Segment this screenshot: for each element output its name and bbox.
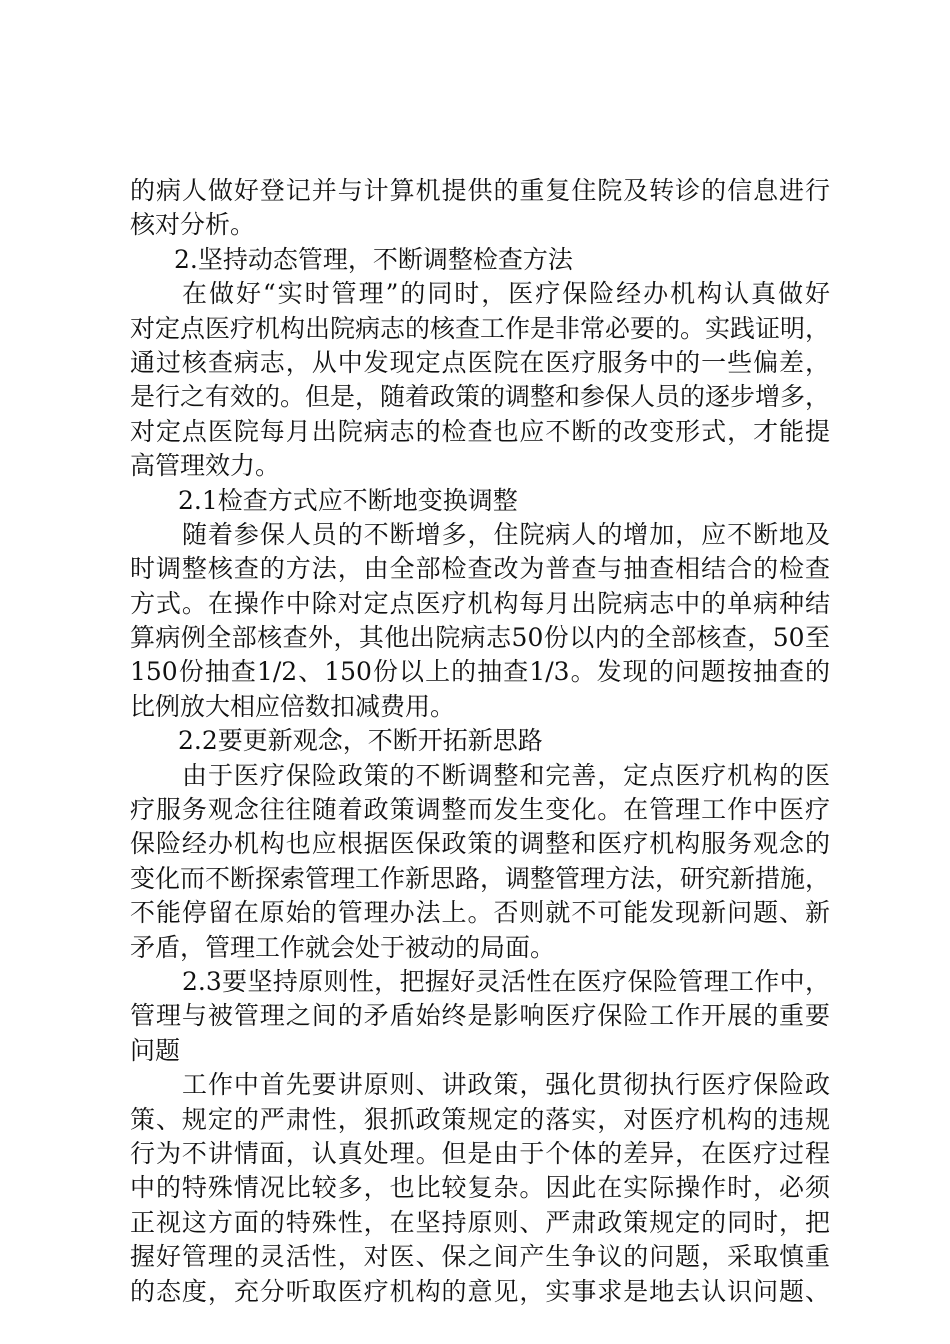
text-line: 握好管理的灵活性，对医、保之间产生争议的问题，采取慎重 — [130, 1242, 830, 1272]
text-line: 方式。在操作中除对定点医疗机构每月出院病志中的单病种结 — [130, 588, 830, 618]
text-line: 管理与被管理之间的矛盾始终是影响医疗保险工作开展的重要 — [130, 1001, 830, 1031]
text-line: 由于医疗保险政策的不断调整和完善，定点医疗机构的医 — [182, 760, 830, 790]
text-line: 比例放大相应倍数扣减费用。 — [130, 691, 456, 721]
text-line: 通过核查病志，从中发现定点医院在医疗服务中的一些偏差， — [130, 347, 830, 377]
text-line: 矛盾，管理工作就会处于被动的局面。 — [130, 932, 556, 962]
text-line: 策、规定的严肃性，狠抓政策规定的落实，对医疗机构的违规 — [130, 1104, 830, 1134]
text-line: 150份抽查1/2、150份以上的抽查1/3。发现的问题按抽查的 — [130, 657, 830, 687]
text-line: 对定点医疗机构出院病志的核查工作是非常必要的。实践证明， — [130, 313, 830, 343]
section-heading: 2.坚持动态管理，不断调整检查方法 — [174, 244, 573, 274]
subsection-heading: 2.2要更新观念，不断开拓新思路 — [178, 726, 543, 756]
text-line: 是行之有效的。但是，随着政策的调整和参保人员的逐步增多， — [130, 382, 830, 412]
text-line: 保险经办机构也应根据医保政策的调整和医疗机构服务观念的 — [130, 829, 830, 859]
text-line: 随着参保人员的不断增多，住院病人的增加，应不断地及 — [182, 519, 830, 549]
text-line: 疗服务观念往往随着政策调整而发生变化。在管理工作中医疗 — [130, 795, 830, 825]
text-line: 的病人做好登记并与计算机提供的重复住院及转诊的信息进行 — [130, 176, 830, 205]
subsection-heading: 2.3要坚持原则性，把握好灵活性在医疗保险管理工作中， — [182, 966, 830, 996]
text-line: 变化而不断探索管理工作新思路，调整管理方法，研究新措施， — [130, 863, 830, 893]
text-line: 正视这方面的特殊性，在坚持原则、严肃政策规定的同时，把 — [130, 1207, 830, 1237]
text-line: 中的特殊情况比较多，也比较复杂。因此在实际操作时，必须 — [130, 1173, 830, 1203]
text-line: 问题 — [130, 1035, 181, 1065]
text-line: 算病例全部核查外，其他出院病志50份以内的全部核查，50至 — [130, 623, 830, 653]
text-line: 时调整核查的方法，由全部检查改为普查与抽查相结合的检查 — [130, 554, 830, 584]
text-line: 不能停留在原始的管理办法上。否则就不可能发现新问题、新 — [130, 898, 830, 928]
text-line: 高管理效力。 — [130, 451, 281, 481]
text-line: 核对分析。 — [130, 210, 256, 240]
subsection-heading: 2.1检查方式应不断地变换调整 — [178, 485, 518, 515]
text-line: 在做好“实时管理”的同时，医疗保险经办机构认真做好 — [182, 279, 830, 309]
text-line: 工作中首先要讲原则、讲政策，强化贯彻执行医疗保险政 — [182, 1070, 830, 1100]
text-line: 行为不讲情面，认真处理。但是由于个体的差异，在医疗过程 — [130, 1138, 830, 1168]
text-line: 对定点医院每月出院病志的检查也应不断的改变形式，才能提 — [130, 416, 830, 446]
text-line: 的态度，充分听取医疗机构的意见，实事求是地去认识问题、 — [130, 1276, 830, 1306]
body-text — [130, 174, 830, 1309]
